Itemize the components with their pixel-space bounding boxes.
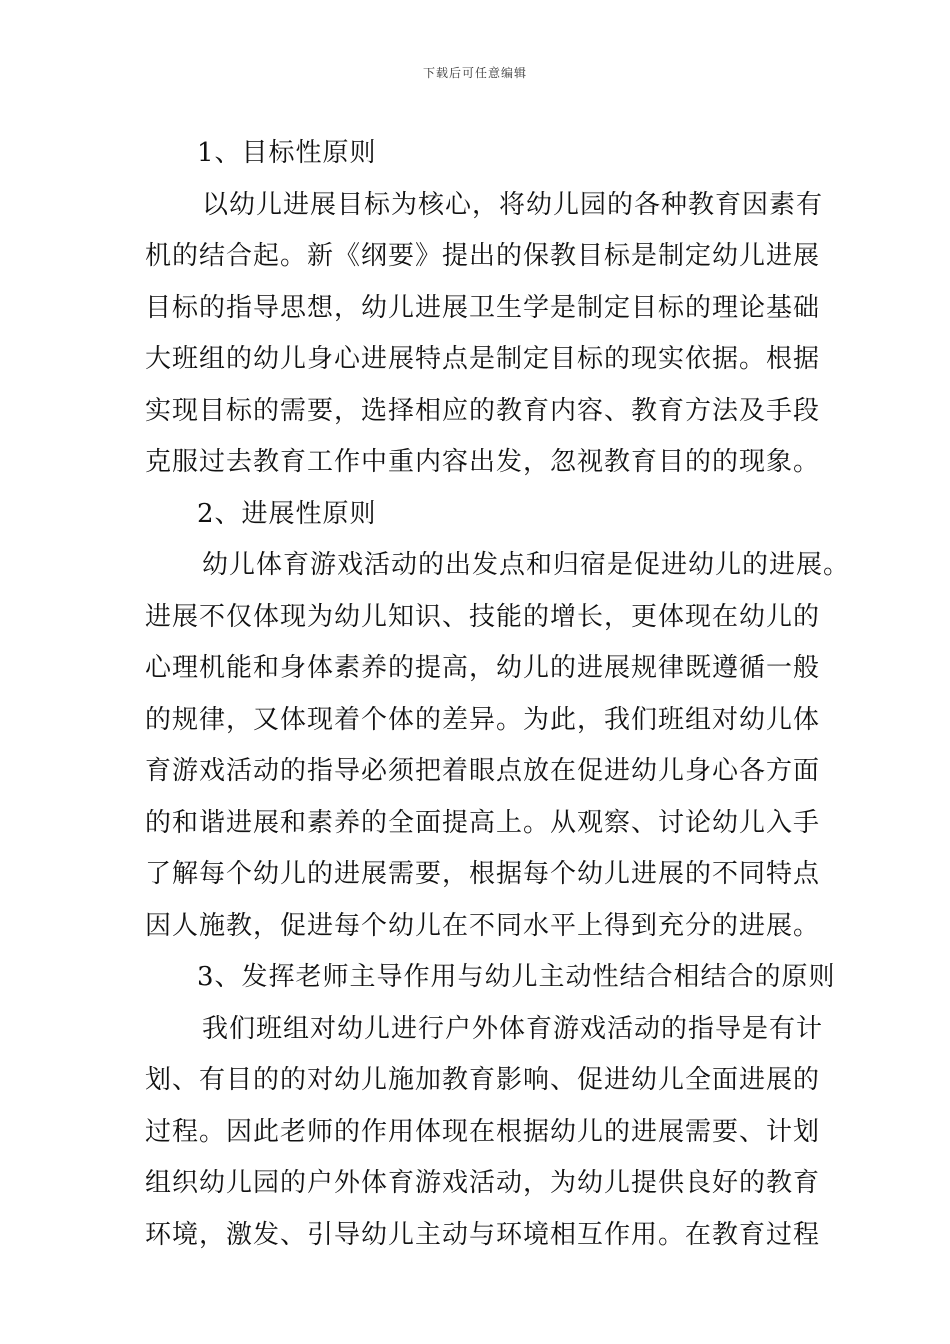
paragraph-line: 的和谐进展和素养的全面提高上。从观察、讨论幼儿入手 — [145, 807, 821, 838]
paragraph-line: 育游戏活动的指导必须把着眼点放在促进幼儿身心各方面 — [145, 756, 821, 786]
paragraph-line: 大班组的幼儿身心进展特点是制定目标的现实依据。根据 — [145, 344, 821, 374]
document-body — [145, 128, 851, 1261]
paragraph-line: 我们班组对幼儿进行户外体育游戏活动的指导是有计 — [202, 1013, 824, 1044]
paragraph-line: 进展不仅体现为幼儿知识、技能的增长，更体现在幼儿的 — [145, 601, 821, 632]
paragraph-line: 划、有目的的对幼儿施加教育影响、促进幼儿全面进展的 — [145, 1065, 821, 1095]
paragraph-line: 环境，激发、引导幼儿主动与环境相互作用。在教育过程 — [145, 1219, 821, 1250]
paragraph-line: 以幼儿进展目标为核心，将幼儿园的各种教育因素有 — [202, 189, 824, 220]
section-heading: 2、进展性原则 — [197, 498, 377, 529]
paragraph-line: 心理机能和身体素养的提高，幼儿的进展规律既遵循一般 — [145, 653, 821, 683]
paragraph-line: 机的结合起。新《纲要》提出的保教目标是制定幼儿进展 — [145, 241, 821, 271]
paragraph-line: 克服过去教育工作中重内容出发，忽视教育目的的现象。 — [145, 447, 821, 477]
section-heading: 3、发挥老师主导作用与幼儿主动性结合相结合的原则 — [197, 962, 836, 992]
paragraph-line: 幼儿体育游戏活动的出发点和归宿是促进幼儿的进展。 — [202, 550, 851, 580]
paragraph-line: 目标的指导思想，幼儿进展卫生学是制定目标的理论基础 — [145, 292, 821, 323]
header-note: 下载后可任意编辑 — [422, 66, 527, 80]
section-heading: 1、目标性原则 — [197, 138, 377, 168]
paragraph-line: 了解每个幼儿的进展需要，根据每个幼儿进展的不同特点 — [145, 859, 821, 889]
paragraph-line: 过程。因此老师的作用体现在根据幼儿的进展需要、计划 — [145, 1116, 821, 1147]
paragraph-line: 的规律，又体现着个体的差异。为此，我们班组对幼儿体 — [145, 704, 821, 735]
paragraph-line: 因人施教，促进每个幼儿在不同水平上得到充分的进展。 — [145, 910, 821, 941]
paragraph-line: 实现目标的需要，选择相应的教育内容、教育方法及手段 — [145, 395, 821, 426]
paragraph-line: 组织幼儿园的户外体育游戏活动，为幼儿提供良好的教育 — [145, 1168, 821, 1198]
